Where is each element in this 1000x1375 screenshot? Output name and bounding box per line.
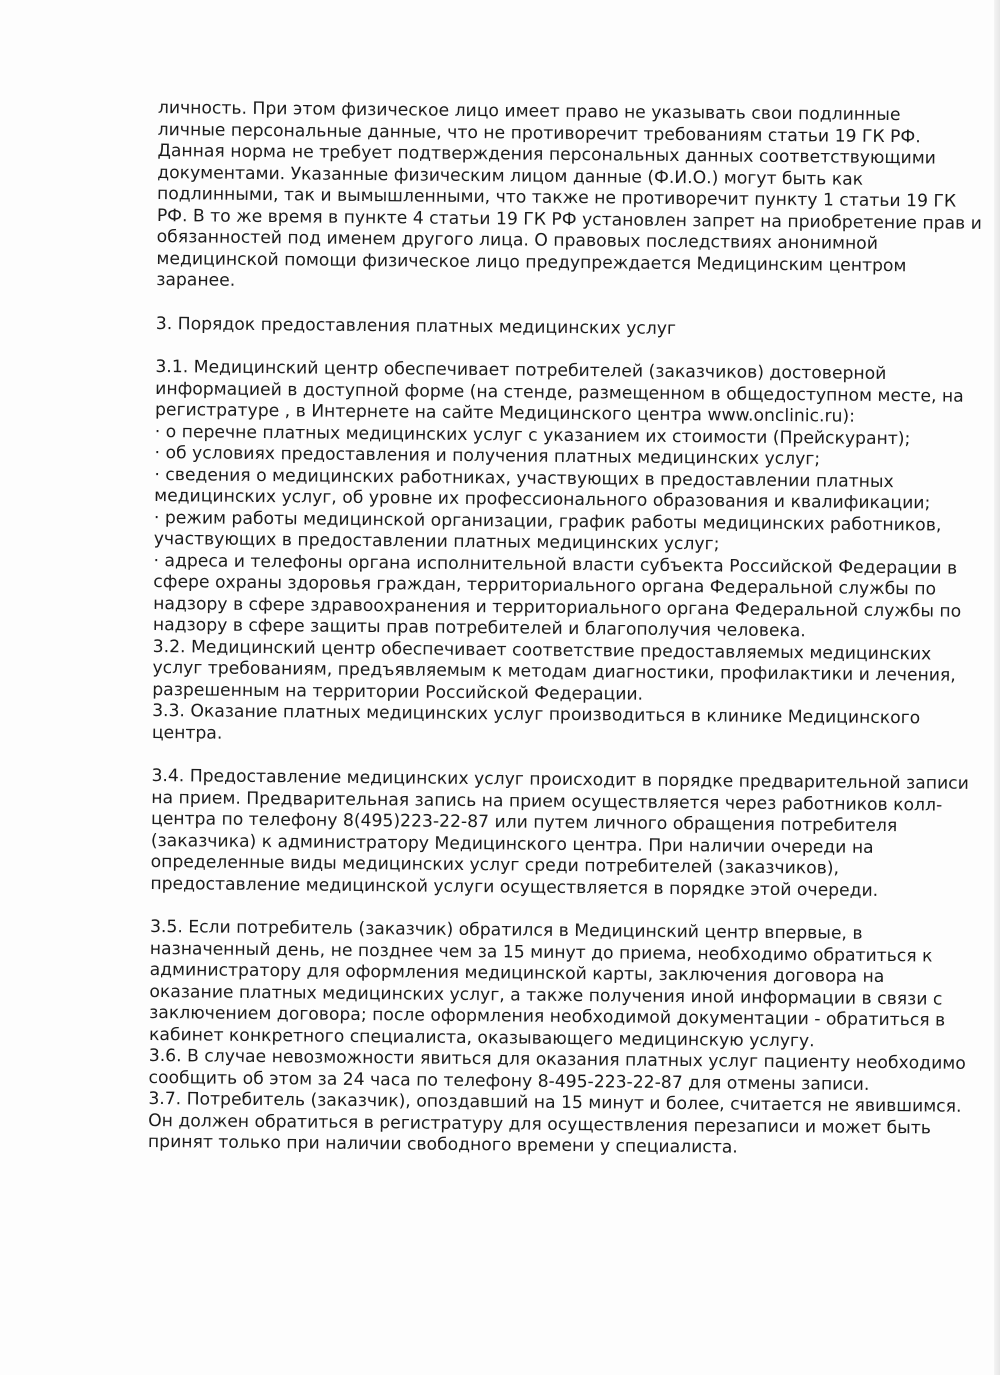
text-line: назначенный день, не позднее чем за 15 минут до приема, необходимо обратиться к [149,938,933,966]
document-body [147,98,982,1161]
text-line: обязанностей под именем другого лица. О правовых последствиях анонимной [156,226,879,254]
text-line: заключением договора; после оформления необходимой документации - обратиться в [149,1002,946,1031]
text-line: (заказчика) к администратору Медицинского центра. При наличии очереди на [150,830,874,858]
text-line: разрешенным на территории Российской Федерации. [152,679,644,705]
text-line: · о перечне платных медицинских услуг с указанием их стоимости (Прейскурант); [154,421,911,449]
paragraph-3-4 [150,765,969,902]
paragraph-3-1-to-3-3 [151,356,964,751]
text-line: личные персональные данные, что не противоречит требованиям статьи 19 ГК РФ. [157,119,921,147]
text-line: участвующих в предоставлении платных медицинских услуг; [153,528,720,555]
text-line: информацией в доступной форме (на стенде, размещенном в общедоступном месте, на [155,378,964,407]
text-line: предоставление медицинской услуги осуществляется в порядке этой очереди. [150,873,879,901]
text-line: центра. [151,722,223,744]
text-line: оказание платных медицинских услуг, а также получения иной информации в связи с [149,981,943,1010]
text-line: принят только при наличии свободного времени у специалиста. [147,1131,738,1158]
text-line: 3.3. Оказание платных медицинских услуг производиться в клинике Медицинского [152,700,921,729]
text-line: 3.6. В случае невозможности явиться для оказания платных услуг пациенту необходимо [148,1045,966,1074]
text-line: подлинными, так и вымышленными, что также не противоречит пункту 1 статьи 19 ГК [156,183,957,212]
text-line: на прием. Предварительная запись на прием осуществляется через работников колл- [151,787,943,816]
text-line: 3.5. Если потребитель (заказчик) обратился в Медицинский центр впервые, в [149,916,863,944]
text-line: · адреса и телефоны органа исполнительной власти субъекта Российской Федерации в [153,550,958,579]
text-line: · сведения о медицинских работниках, участвующих в предоставлении платных [154,464,894,492]
scan-edge [994,0,1000,1375]
text-line: · режим работы медицинской организации, график работы медицинских работников, [153,507,942,536]
text-line: документами. Указанные физическим лицом данные (Ф.И.О.) могут быть как [157,162,864,190]
section-heading: 3. Порядок предоставления платных медицинских услуг [155,313,677,339]
paragraph-3-5-to-3-7 [147,916,966,1161]
text-line: · об условиях предоставления и получения платных медицинских услуг; [154,442,821,470]
text-line: медицинской помощи физическое лицо предупреждается Медицинским центром [156,248,907,276]
text-line: надзору в сфере защиты прав потребителей и благополучия человека. [152,614,806,642]
text-line: сообщить об этом за 24 часа по телефону 8-495-223-22-87 для отмены записи. [148,1067,870,1095]
text-line: центра по телефону 8(495)223-22-87 или путем личного обращения потребителя [150,808,898,837]
text-line: 3.1. Медицинский центр обеспечивает потребителей (заказчиков) достоверной [155,356,887,385]
text-line: медицинских услуг, об уровне их профессионального образования и квалификации; [154,485,931,514]
text-line: надзору в сфере здравоохранения и территориального органа Федеральной службы по [153,593,962,622]
text-line: личность. При этом физическое лицо имеет право не указывать свои подлинные [157,98,901,126]
text-line: регистратуре , в Интернете на сайте Медицинского центра www.onclinic.ru): [154,399,856,427]
text-line: заранее. [156,269,236,291]
text-line: Данная норма не требует подтверждения персональных данных соответствующими [157,140,937,169]
text-line: администратору для оформления медицинской карты, заключения договора на [149,959,885,988]
text-line: 3.4. Предоставление медицинских услуг происходит в порядке предварительной записи [151,765,969,794]
text-line: услуг требованиям, предъявляемым к методам диагностики, профилактики и лечения, [152,657,956,686]
text-line: сфере охраны здоровья граждан, территориального органа Федеральной службы по [153,571,937,600]
text-line: Он должен обратиться в регистратуру для осуществления перезаписи и может быть [148,1110,932,1138]
intro-paragraph [156,98,982,299]
text-line: РФ. В то же время в пункте 4 статьи 19 ГК РФ установлен запрет на приобретение прав и [156,205,982,234]
text-line: 3.2. Медицинский центр обеспечивает соответствие предоставляемых медицинских [152,636,932,664]
text-line: определенные виды медицинских услуг среди потребителей (заказчиков), [150,851,840,879]
text-line: кабинет конкретного специалиста, оказывающего медицинскую услугу. [148,1024,815,1051]
text-line: 3.7. Потребитель (заказчик), опоздавший на 15 минут и более, считается не явившимся. [148,1088,962,1117]
